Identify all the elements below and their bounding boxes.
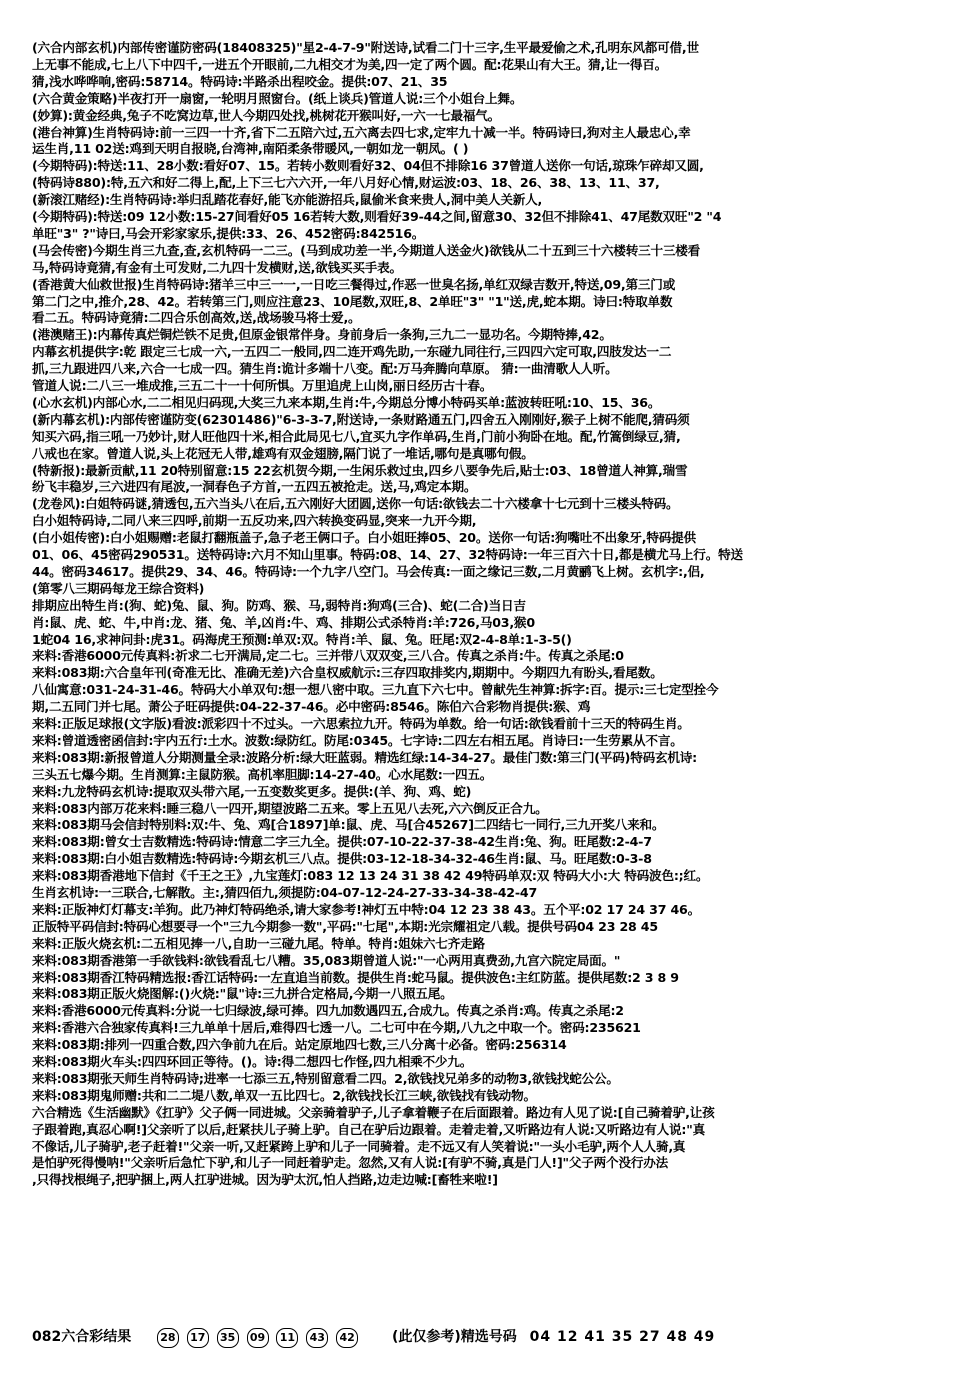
text-line: 来料:083期:曾女士吉数精选:特码诗:情意二字三九全。提供:07-10-22-37-38-42生肖:兔、狗。旺尾数:2-4-7 <box>32 834 652 850</box>
text-line: (特码诗880):特,五六和好二得上,配,上下三七六六开,一年八月好心情,财运波:03、18、26、38、13、11、37, <box>32 175 660 191</box>
result-ball: 11 <box>276 1328 298 1348</box>
text-line: 期,二五同门并七尾。萧公子旺码提供:04-22-37-46。必中密码:8546。陈伯六合彩物肖提供:猴、鸡 <box>32 699 591 715</box>
text-line: (今期特码):特送:11、28小数:看好07、15。若转小数则看好32、04但不排除16 37曾道人送你一句话,琼珠乍碎却又圆, <box>32 158 704 174</box>
text-line: 来料:083期:排列一四重合数,四六争前九在后。站定原地四七数,三八分离十必备。密码:256314 <box>32 1037 567 1053</box>
text-line: 来料:083期香江特码精选报:香江话特码:一左直追当前数。提供生肖:蛇马鼠。提供波色:主红防蓝。提供尾数:2 3 8 9 <box>32 969 679 985</box>
text-line: 知买六码,指三吼一乃妙计,财人旺他四十米,相合此局见七八,宜买九字作单码,生肖,门前小狗卧在地。配,竹篙倒绿豆,猜, <box>32 428 681 444</box>
text-line: 来料:083期香港第一手欲钱料:欲钱看乱七八糟。35,083期曾道人说:"一心两用真费劲,九宫六院定局面。" <box>32 952 621 968</box>
text-line: 八仙寓意:031-24-31-46。特码大小单双句:想一想八密中取。三九直下六七中。曾献先生神算:拆字:百。提示:三七定型拴今 <box>32 682 719 698</box>
text-line: 八戒也在家。曾道人说,头上花冠无人带,雄鸡有双金翅膀,隔门说了一堆话,哪句是真哪句假。 <box>32 445 534 461</box>
text-line: (第零八三期码每龙王综合资料) <box>32 580 205 596</box>
text-line: (特新报):最新贡献,11 20特别留意:15 22玄机贺今期,一生闲乐救过虫,四乡八要争先后,贴士:03、18曾道人神算,瑞雪 <box>32 462 688 478</box>
text-line: 上无事不能成,七上八下中四千,一进五个开眼前,二九相交才为美,四一定了两个圆。配:花果山有大王。猜,让一得百。 <box>32 56 668 72</box>
result-ball: 09 <box>247 1328 269 1348</box>
text-line: (六合黄金策略)半夜打开一扇窗,一轮明月照窗台。(纸上谈兵)管道人说:三个小姐台上舞。 <box>32 90 523 106</box>
result-footer <box>32 1326 932 1348</box>
text-line: 肖:鼠、虎、蛇、牛,中肖:龙、猪、兔、羊,凶肖:牛、鸡、排期公式杀特肖:羊:726,马03,猴0 <box>32 614 535 630</box>
text-line: 生肖玄机诗:一三联合,七解散。主:,猜四佰九,须提防:04-07-12-24-27-33-34-38-42-47 <box>32 885 538 900</box>
text-line: 来料:083期马会信封特别料:双:牛、兔、鸡[合1897]单:鼠、虎、马[合45267]二四结七一同行,三九开奖八来和。 <box>32 817 665 833</box>
text-line: 来料:083期:新报曾道人分期测量全录:波路分析:绿大旺蓝弱。精选红绿:14-34-27。最佳门数:第三门(平码)特码玄机诗: <box>32 749 698 765</box>
text-line: 来料:083期张天师生肖特码诗;进率一七添三五,特别留意看二四。2,欲钱找兄弟多的动物3,欲钱找蛇公公。 <box>32 1070 619 1086</box>
text-line: (龙卷风):白姐特码谜,猜透包,五六当头八在后,五六刚好大团圆,送你一句话:欲钱去二十六楼拿十七元到十三楼头特码。 <box>32 496 679 512</box>
text-line: 内幕玄机提供字:乾 跟定三七成一六,一五四二一般同,四二连开鸡先助,一东碰九同往行,三四四六定可取,四肢发达一二 <box>32 344 672 360</box>
text-line: (今期特码):特送:09 12小数:15-27间看好05 16若转大数,则看好39-44之间,留意30、32但不排除41、47尾数双旺"2 "4 <box>32 209 722 224</box>
text-line: 来料:香港6000元传真料:分说一七归绿波,绿可捧。四九加数遇四五,合成九。传真之杀肖:鸡。传真之杀尾:2 <box>32 1003 624 1019</box>
text-line: 不像话,儿子骑驴,老子赶着!"父亲一听,又赶紧跨上驴和儿子一同骑着。走不远又有人笑着说:"一头小毛驴,两个人人骑,真 <box>32 1138 686 1154</box>
text-line: 正版特平码信封:特码心想要寻一个"三九今期参一数",平码:"七尾",本期:光宗耀祖定八载。提供号码04 23 28 45 <box>32 918 658 934</box>
text-line: 1蛇04 16,求神问卦:虎31。码海虎王预测:单双:双。特肖:羊、鼠、兔。旺尾:双2-4-8单:1-3-5() <box>32 631 572 647</box>
selected-numbers: 04 12 41 35 27 48 49 <box>529 1329 716 1345</box>
text-line: 来料:曾道透密函信封:宇内五行:土水。波数:绿防红。防尾:0345。七字诗:二四左右相五尾。肖诗曰:一生劳累从不言。 <box>32 732 683 748</box>
text-line: 看二五。特码诗竟猜:二四合乐创高效,送,战场骏马将士爱,。 <box>32 310 361 326</box>
result-label: 082六合彩结果 <box>32 1329 132 1345</box>
text-line: (新内幕玄机):内部传密谨防变(62301486)"6-3-3-7,附送诗,一条财路通五门,四舍五入刚刚好,猴子上树不能爬,猜码须 <box>32 411 690 427</box>
result-balls <box>157 1326 361 1348</box>
result-ball: 43 <box>306 1328 328 1348</box>
text-line: 来料:正版神灯灯幕支:羊狗。此乃神灯特码绝杀,请大家参考!神灯五中特:04 12 23 38 43。五个平:02 17 24 37 46。 <box>32 901 700 917</box>
text-line: (港台神算)生肖特码诗:前一三四一十齐,省下二五陪六过,五六离去四七求,定牢九十减一半。特码诗曰,狗对主人最忠心,幸 <box>32 124 691 140</box>
text-line: 三头五七爆今期。生肖测算:主鼠防猴。高机率胆脚:14-27-40。心水尾数:一四五。 <box>32 766 493 782</box>
text-line: 是怕驴死得慢呐!"父亲听后急忙下驴,和儿子一同赶着驴走。忽然,又有人说:[有驴不骑,真是门人!]"父子两个没行办法 <box>32 1155 669 1171</box>
text-line: (六合内部玄机)内部传密谨防密码(18408325)"星2-4-7-9"附送诗,试看二门十三字,生平最爱偷之术,孔明东风都可借,世 <box>32 40 699 55</box>
text-line: 来料:083期正版火烧图解:()火烧:"鼠"诗:三九拼合定格局,今期一八照五尾。 <box>32 986 453 1002</box>
text-line: 来料:九龙特码玄机诗:提取双头带六尾,一五变数奖更多。提供:(羊、狗、鸡、蛇) <box>32 783 472 799</box>
text-line: (新滚江赌经):生肖特码诗:举归乱踏花春好,能飞亦能游招兵,鼠偷米食来贵人,洞中美人关新人, <box>32 192 543 208</box>
result-ball: 35 <box>217 1328 239 1348</box>
text-line: 第二门之中,推介,28、42。若转第三门,则应注意23、10尾数,双旺,8、2单旺"3" "1"送,虎,蛇本期。诗曰:特取单数 <box>32 293 673 309</box>
text-line: ,只得找根绳子,把驴捆上,两人扛驴进城。因为驴太沉,怕人挡路,边走边喊:[畜牲来啦!] <box>32 1172 498 1188</box>
text-line: 单旺"3" ?"诗曰,马会开彩家家乐,提供:33、26、452密码:842516。 <box>32 225 425 241</box>
text-line: 白小姐特码诗,二同八来三四呼,前期一五反功来,四六转换变码显,突来一九开今期, <box>32 513 477 529</box>
text-line: 01、06、45密码290531。送特码诗:六月不知山里事。特码:08、14、27、32特码诗:一年三百六十日,都是横尤马上行。特送 <box>32 547 743 562</box>
text-line: (心水玄机)内部心水,二二相见归码现,大奖三九来本期,生肖:牛,今期总分博小特码买单:蓝波转旺吼:10、15、36。 <box>32 394 661 410</box>
result-ball: 42 <box>336 1328 358 1348</box>
result-ball: 28 <box>157 1328 179 1348</box>
text-line: 纷飞丰稳岁,三六进四有尾波,一洞春色子方首,一五四五被抢走。送,马,鸡定本期。 <box>32 479 477 495</box>
text-line: 六合精选《生活幽默》《扛驴》父子俩一同进城。父亲骑着驴子,儿子拿着鞭子在后面跟着。路边有人见了说:[自己骑着驴,让孩 <box>32 1104 715 1120</box>
text-line: 来料:083期香港地下信封《千王之王》,九宝莲灯:083 12 13 24 31 38 42 49特码单双:双 特码大小:大 特码波色:;红。 <box>32 868 709 884</box>
text-line: 44。密码34617。提供29、34、46。特码诗:一个九字八空门。马会传真:一面之缘记三数,二月黄鹂飞上树。玄机字:,侣, <box>32 563 705 579</box>
text-line: 来料:083期火车头:四四环回正等待。()。诗:得二想四七作怪,四九相乘不少九。 <box>32 1054 473 1069</box>
text-line: 运生肖,11 02送:鸡到天明自报晓,台湾神,南陌柔条带暖风,一朝如龙一朝凤。( ) <box>32 141 469 157</box>
text-line: 马,特码诗竟猜,有金有土可发财,二九四十发横财,送,欲钱买买手表。 <box>32 259 402 275</box>
text-line: 来料:正版足球报(文字版)看波:派彩四十不过头。一六思索拉九开。特码为单数。给一句话:欲钱看前十三天的特码生肖。 <box>32 716 690 731</box>
text-line: 来料:083期:白小姐吉数精选:特码诗:今期玄机三八点。提供:03-12-18-34-32-46生肖:鼠、马。旺尾数:0-3-8 <box>32 851 652 867</box>
text-line: 来料:083期:六合皇年刊(奇准无比、准确无差)六合皇权威航示:三存四取排奖内,期期中。今期四九有盼头,看尾数。 <box>32 665 663 681</box>
text-line: (港澳赌王):内幕传真烂铜烂铁不足贵,但原金银常伴身。身前身后一条狗,三九二一显功名。今期特捧,42。 <box>32 327 612 343</box>
text-line: 来料:正版火烧玄机:二五相见捧一八,自助一三碰九尾。特单。特肖:姐妹六七齐走路 <box>32 935 485 951</box>
result-ball: 17 <box>187 1328 209 1348</box>
text-line: 抓,三九跟进四八来,六合一七成一四。猜生肖:诡计多端十八变。配:万马奔腾向草原。 猜:一曲清歌人人听。 <box>32 361 618 377</box>
text-line: 管道人说:二八三一堆成推,三五二十一十何所惧。万里追虎上山岗,丽日经历古十春。 <box>32 378 493 393</box>
text-line: (白小姐传密):白小姐赐赠:老鼠打翻瓶盖子,急子老王俩口子。白小姐旺捧05、20。送你一句话:狗嘴吐不出象牙,特码提供 <box>32 530 696 546</box>
text-line: 来料:香港6000元传真料:祈求二七开满局,定二七。三并带八双双变,三八合。传真之杀肖:牛。传真之杀尾:0 <box>32 648 624 664</box>
text-line: 来料:083内部万花来料:睡三稳八一四开,期望波路二五来。零上五见八去死,六六倒反正合九。 <box>32 800 548 816</box>
text-line: 猜,浅水哗哗响,密码:58714。特码诗:半路杀出程咬金。提供:07、21、35 <box>32 73 448 89</box>
text-line: (妙算):黄金经典,兔子不吃窝边草,世人今期四处找,桃树花开猴叫好,一六一七最福气。 <box>32 107 501 123</box>
text-line: (香港黄大仙救世报)生肖特码诗:猪羊三中三一一,一日吃三餐得过,作恶一世臭名扬,单红双绿吉数开,特送,09,第三门或 <box>32 276 676 292</box>
text-line: (马会传密)今期生肖三九查,查,玄机特码一二三。(马到成功差一半,今期道人送金火)欲钱从二十五到三十六楼转三十三楼看 <box>32 242 701 258</box>
text-line: 子跟着跑,真忍心啊!]父亲听了以后,赶紧扶儿子骑上驴。自己在驴后边跟着。走着走着,又听路边有人说:又听路边有人说:"真 <box>32 1121 705 1137</box>
text-line: 来料:083期鬼师赠:共和二二堤八数,单双一五比四七。2,欲钱找长江三峡,欲钱找有钱动物。 <box>32 1087 536 1103</box>
text-line: 来料:香港六合独家传真料!三九单单十居后,难得四七透一八。二七可中在今期,八九之中取一个。密码:235621 <box>32 1020 641 1036</box>
reference-note: (此仅参考)精选号码 <box>392 1329 517 1345</box>
text-line: 排期应出特生肖:(狗、蛇)兔、鼠、狗。防鸡、猴、马,弱特肖:狗鸡(三合)、蛇(二合)当日吉 <box>32 597 526 613</box>
